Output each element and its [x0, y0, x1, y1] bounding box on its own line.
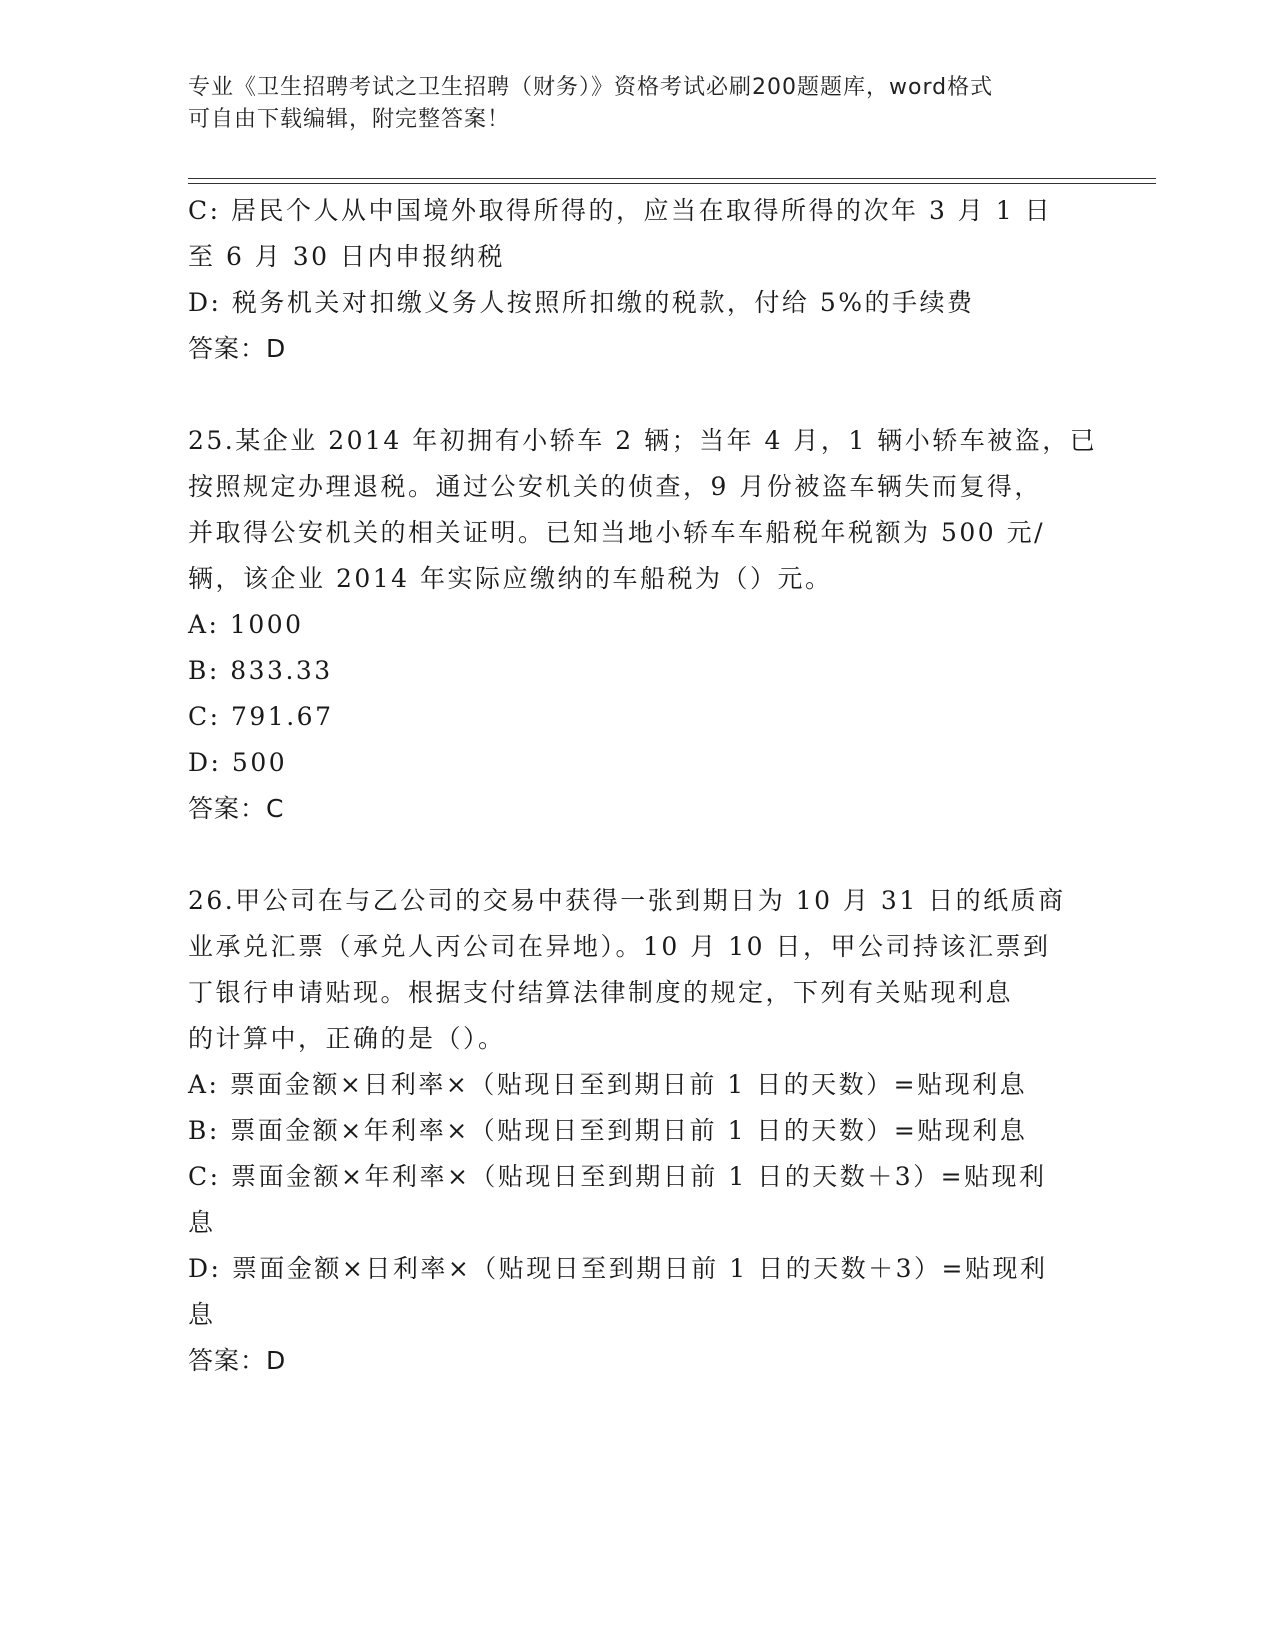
q25-option-b: B: 833.33 [188, 656, 333, 685]
q26-option-c-line-1: C: 票面金额×年利率×（贴现日至到期日前 1 日的天数＋3）=贴现利 [188, 1162, 1047, 1191]
q25-answer: 答案：C [188, 794, 285, 823]
q25-stem-line-4: 辆，该企业 2014 年实际应缴纳的车船税为（）元。 [188, 564, 833, 593]
q26-stem-line-3: 丁银行申请贴现。根据支付结算法律制度的规定，下列有关贴现利息 [188, 978, 1014, 1007]
q25-option-d: D: 500 [188, 748, 288, 777]
header-line-2: 可自由下载编辑，附完整答案！ [188, 107, 511, 132]
header-line-1: 专业《卫生招聘考试之卫生招聘（财务）》资格考试必刷200题题库，word格式 [188, 75, 994, 100]
q26-option-d-line-1: D: 票面金额×日利率×（贴现日至到期日前 1 日的天数＋3）=贴现利 [188, 1254, 1048, 1283]
q25-option-c: C: 791.67 [188, 702, 334, 731]
prev-option-c-line-2: 至 6 月 30 日内申报纳税 [188, 242, 506, 271]
q26-answer: 答案：D [188, 1346, 287, 1375]
header-divider-top [188, 178, 1156, 179]
prev-answer: 答案：D [188, 334, 287, 363]
document-body [188, 188, 1098, 1384]
q25-stem-line-3: 并取得公安机关的相关证明。已知当地小轿车车船税年税额为 500 元/ [188, 518, 1046, 547]
q26-stem-line-4: 的计算中，正确的是（）。 [188, 1024, 506, 1053]
document-header [188, 72, 1088, 136]
q25-option-a: A: 1000 [188, 610, 304, 639]
header-divider-bottom [188, 183, 1156, 184]
q25-stem-line-2: 按照规定办理退税。通过公安机关的侦查，9 月份被盗车辆失而复得， [188, 472, 1042, 501]
q26-stem-line-2: 业承兑汇票（承兑人丙公司在异地）。10 月 10 日，甲公司持该汇票到 [188, 932, 1051, 961]
spacer [188, 832, 1088, 878]
q26-option-b: B: 票面金额×年利率×（贴现日至到期日前 1 日的天数）=贴现利息 [188, 1116, 1028, 1145]
q26-option-d-line-2: 息 [188, 1300, 216, 1329]
q26-stem-line-1: 26.甲公司在与乙公司的交易中获得一张到期日为 10 月 31 日的纸质商 [188, 886, 1066, 915]
q25-stem-line-1: 25.某企业 2014 年初拥有小轿车 2 辆；当年 4 月，1 辆小轿车被盗，已 [188, 426, 1098, 455]
q26-option-c-line-2: 息 [188, 1208, 216, 1237]
prev-option-c-line-1: C: 居民个人从中国境外取得所得的，应当在取得所得的次年 3 月 1 日 [188, 196, 1053, 225]
prev-option-d: D: 税务机关对扣缴义务人按照所扣缴的税款，付给 5%的手续费 [188, 288, 975, 317]
spacer [188, 372, 1088, 418]
q26-option-a: A: 票面金额×日利率×（贴现日至到期日前 1 日的天数）=贴现利息 [188, 1070, 1028, 1099]
